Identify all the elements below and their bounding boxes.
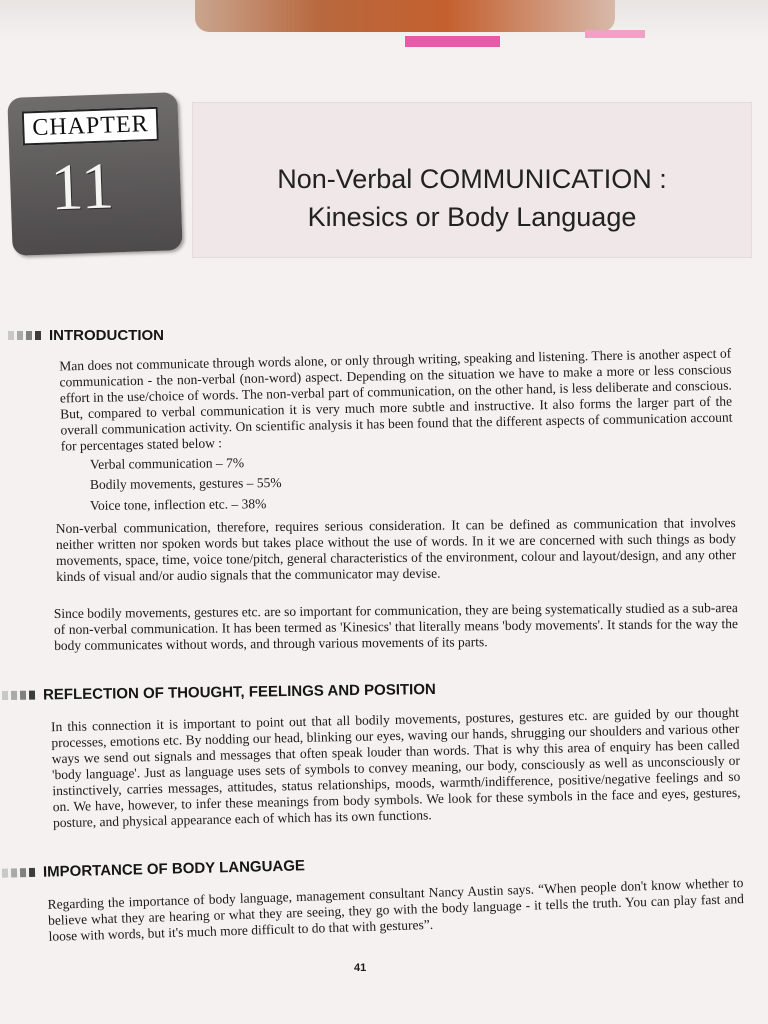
intro-paragraph-1: Man does not communicate through words alone, or only through writing, speaking and listening. There is another aspect of communication - the non-verbal (non-word) aspect. Depending on the situation we have to make a more or less conscious effort in the use/choice of words. The non-verbal part of communication, on the other hand, is less deliberate and conscious. But, compared to verbal communication it is very much more subtle and instructive. It also forms the larger part of the overall communication activity. On scientific analysis it has been found that the different aspects of communication account for percentages stated below : <box>59 345 733 454</box>
chapter-number: 11 <box>49 149 116 225</box>
chapter-title-box <box>192 102 752 258</box>
heading-text: REFLECTION OF THOUGHT, FEELINGS AND POSITION <box>42 680 436 704</box>
heading-bullets-icon <box>2 868 35 878</box>
section-heading-importance <box>2 857 305 881</box>
page-number: 41 <box>354 962 367 974</box>
top-photo-edge <box>0 0 768 40</box>
heading-bullets-icon <box>2 691 35 700</box>
pink-tab <box>405 36 500 47</box>
importance-paragraph-1: Regarding the importance of body language, management consultant Nancy Austin says. “When people don't know whether to believe what they are hearing or what they are seeing, they go with the body language - it tells the truth. You can play fast and loose with words, but it's much more difficult to do that with gestures”. <box>47 875 745 944</box>
heading-text: INTRODUCTION <box>49 327 164 344</box>
list-item-voice: Voice tone, inflection etc. – 38% <box>89 496 267 513</box>
intro-paragraph-3: Since bodily movements, gestures etc. are so important for communication, they are being systematically studied as a sub-area of non-verbal communication. It has been termed as 'Kinesics' that literally means 'body movements'. It stands for the way the body communicates without words, and through various movements of its parts. <box>53 600 739 653</box>
chapter-title-line1: Non-Verbal COMMUNICATION : <box>277 164 667 194</box>
intro-paragraph-2: Non-verbal communication, therefore, requires serious consideration. It can be defined as communication that involves neither written nor spoken words but takes place without the use of words. In it we are concerned with such things as body movements, space, time, voice tone/pitch, general characteristics of the environment, colour and layout/design, and any other kinds of visual and/or audio signals that the communicator may devise. <box>55 515 737 584</box>
chapter-label: CHAPTER <box>22 107 159 146</box>
chapter-title-line2: Kinesics or Body Language <box>307 202 637 232</box>
section-heading-reflection <box>2 681 436 704</box>
heading-bullets-icon <box>8 331 41 340</box>
list-item-bodily: Bodily movements, gestures – 55% <box>89 474 282 493</box>
background-object <box>195 0 615 32</box>
heading-text: IMPORTANCE OF BODY LANGUAGE <box>42 857 306 881</box>
list-item-verbal: Verbal communication – 7% <box>89 455 245 472</box>
pink-tab-secondary <box>585 30 645 38</box>
section-heading-introduction <box>8 327 164 344</box>
chapter-badge <box>7 92 182 256</box>
reflection-paragraph-1: In this connection it is important to point out that all bodily movements, postures, gestures etc. are guided by our thought processes, emotions etc. By nodding our head, blinking our eyes, waving our hands, shrugging our shoulders and various other ways we send out signals and messages that often speak louder than words. That is why this area of enquiry has been called 'body language'. Just as language uses sets of symbols to convey meaning, our body, consciously as well as unconsciously or instinctively, carries messages, attitudes, status relationships, moods, warmth/indifference, positive/negative feelings and so on. We have, however, to infer these meanings from body symbols. We look for these symbols in the face and eyes, gestures, posture, and physical appearance each of which has its own functions. <box>50 704 741 831</box>
